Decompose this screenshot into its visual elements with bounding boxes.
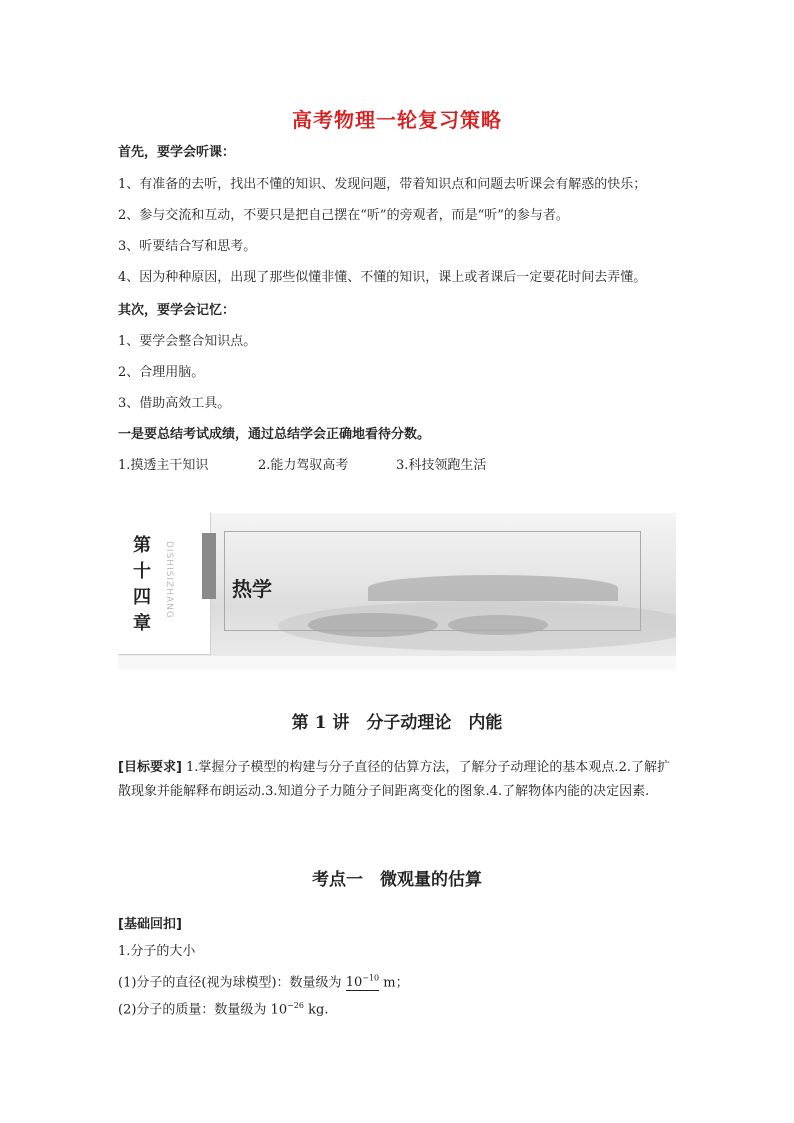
goal-tag: [目标要求]: [118, 760, 182, 775]
section1-item: 3、听要结合写和思考。: [118, 239, 257, 254]
section2-heading: 其次，要学会记忆：: [118, 303, 236, 318]
section1-item: 2、参与交流和互动，不要只是把自己摆在“听”的旁观者，而是“听”的参与者。: [118, 208, 569, 223]
lecture-title: 第 1 讲 分子动理论 内能: [291, 713, 503, 733]
section2-item: 1、要学会整合知识点。: [118, 334, 257, 349]
goal-paragraph: [118, 756, 680, 804]
slogan-3: 3.科技领跑生活: [396, 458, 487, 473]
summary-line: 一是要总结考试成绩，通过总结学会正确地看待分数。: [118, 427, 431, 442]
goal-text: 1.掌握分子模型的构建与分子直径的估算方法，了解分子动理论的基本观点.2.了解扩散现象并能解释布朗运动.3.知道分子力随分子间距离变化的图象.4.了解物体内能的决定因素.: [118, 760, 670, 799]
section1-item: 4、因为种种原因，出现了那些似懂非懂、不懂的知识，课上或者课后一定要花时间去弄懂。: [118, 270, 647, 285]
section1-heading: 首先，要学会听课：: [118, 145, 236, 160]
section2-item: 3、借助高效工具。: [118, 396, 231, 411]
section2-item: 2、合理用脑。: [118, 365, 205, 380]
basics-item: 1.分子的大小: [118, 944, 196, 959]
slogan-2: 2.能力驾驭高考: [258, 458, 349, 473]
diameter-value: $10^{-10}$: [345, 974, 380, 991]
molecule-diameter-line: (1)分子的直径(视为球模型)：数量级为 $10^{-10}$ m；: [118, 974, 409, 991]
chapter-accent-bar: [202, 533, 216, 599]
chapter-frame: [224, 531, 641, 631]
basics-tag: [基础回扣]: [118, 917, 182, 932]
chapter-number: 第 十 四 章: [133, 535, 151, 634]
chapter-number-box: [118, 513, 211, 655]
chapter-pinyin: DISHISIZHANG: [164, 541, 174, 619]
chapter-title: 热学: [232, 577, 272, 601]
molecule-mass-line: (2)分子的质量：数量级为 $10^{-26}$ kg.: [118, 1001, 329, 1018]
kaodian-title: 考点一 微观量的估算: [312, 870, 482, 890]
section1-item: 1、有准备的去听，找出不懂的知识、发现问题，带着知识点和问题去听课会有解惑的快乐；: [118, 177, 647, 192]
chapter-banner: [118, 513, 676, 670]
page-title: 高考物理一轮复习策略: [292, 108, 502, 132]
slogan-1: 1.摸透主干知识: [118, 458, 209, 473]
